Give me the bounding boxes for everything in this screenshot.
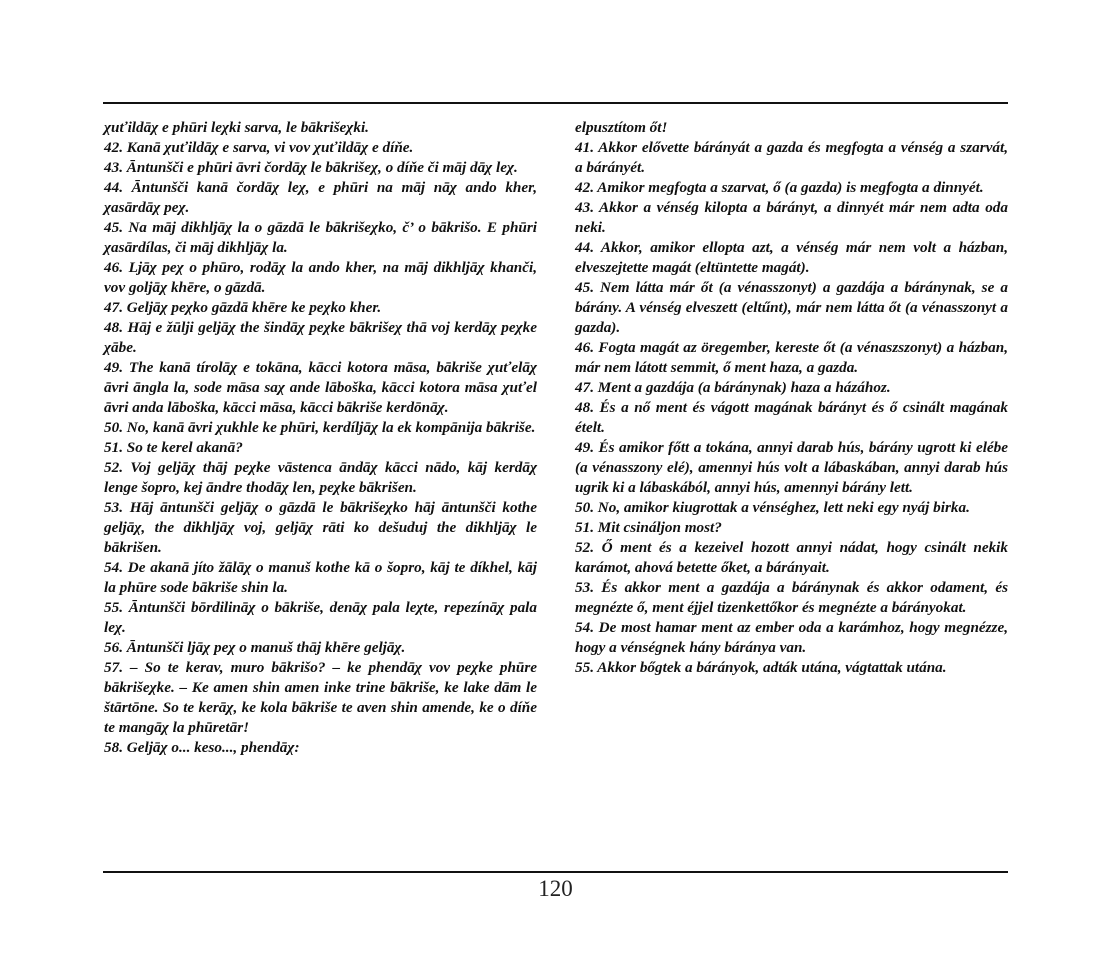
paragraph: 53. És akkor ment a gazdája a báránynak és akkor odament, és megnézte ő, ment éjjel tizenkettőkor és megnézte a bárányokat. (575, 579, 1008, 616)
paragraph: χuťildāχ e phūri leχki sarva, le bākrišeχki. (104, 119, 369, 136)
paragraph: 48. Hāj e žūlji geljāχ the šindāχ peχke bākrišeχ thā voj kerdāχ peχke χābe. (104, 319, 537, 356)
paragraph: 50. No, kanā āvri χukhle ke phūri, kerdíljāχ la ek kompānija bākriše. (104, 419, 536, 436)
paragraph: 51. So te kerel akanā? (104, 439, 243, 456)
paragraph: 45. Nem látta már őt (a vénasszonyt) a gazdája a báránynak, se a bárány. A vénség elveszett (eltűnt), már nem látta őt (a vénasszonyt a gazda). (575, 279, 1008, 336)
paragraph: 44. Āntunšči kanā čordāχ leχ, e phūri na māj nāχ ando kher, χasārdāχ peχ. (104, 179, 537, 216)
paragraph: 45. Na māj dikhljāχ la o gāzdā le bākrišeχko, č’ o bākrišo. E phūri χasārdílas, či māj dikhljāχ la. (104, 219, 537, 256)
romani-text-column (104, 118, 537, 758)
paragraph: 56. Āntunšči ljāχ peχ o manuš thāj khēre geljāχ. (104, 639, 406, 656)
paragraph: 42. Amikor megfogta a szarvat, ő (a gazda) is megfogta a dinnyét. (575, 179, 984, 196)
paragraph: 53. Hāj āntunšči geljāχ o gāzdā le bākrišeχko hāj āntunšči kothe geljāχ, the dikhljāχ voj, geljāχ rāti ko dešuduj the dikhljāχ le bākrišen. (104, 499, 537, 556)
paragraph: elpusztítom őt! (575, 119, 668, 136)
paragraph: 51. Mit csináljon most? (575, 519, 722, 536)
paragraph: 52. Ő ment és a kezeivel hozott annyi nádat, hogy csinált nekik karámot, ahová betette őket, a bárányait. (575, 539, 1008, 576)
paragraph: 57. – So te kerav, muro bākrišo? – ke phendāχ vov peχke phūre bākrišeχke. – Ke amen shin amen inke trine bākriše, ke lake dām le štārtōne. So te kerāχ, ke kola bākriše te aven shin amende, ke o díňe te mangāχ la phūretār! (104, 659, 537, 736)
paragraph: 55. Akkor bőgtek a bárányok, adták utána, vágtattak utána. (575, 659, 947, 676)
paragraph: 50. No, amikor kiugrottak a vénséghez, lett neki egy nyáj birka. (575, 499, 970, 516)
paragraph: 43. Akkor a vénség kilopta a bárányt, a dinnyét már nem adta oda neki. (575, 199, 1008, 236)
paragraph: 48. És a nő ment és vágott magának bárányt és ő csinált magának ételt. (575, 399, 1008, 436)
paragraph: 54. De most hamar ment az ember oda a karámhoz, hogy megnézze, hogy a vénségnek hány báránya van. (575, 619, 1008, 656)
top-rule (103, 102, 1008, 104)
paragraph: 49. The kanā tírolāχ e tokāna, kācci kotora māsa, bākriše χuťelāχ āvri āngla la, sode māsa saχ ande lāboška, kācci kotora māsa χuťel āvri anda lāboška, kācci māsa, kācci bākriše kerdōnāχ. (104, 359, 537, 416)
paragraph: 54. De akanā jíto žālāχ o manuš kothe kā o šopro, kāj te díkhel, kāj la phūre sode bākriše shin la. (104, 559, 537, 596)
paragraph: 58. Geljāχ o... keso..., phendāχ: (104, 739, 300, 756)
hungarian-translation-column (575, 118, 1008, 678)
paragraph: 46. Fogta magát az öregember, kereste őt (a vénaszszonyt) a házban, már nem látott semmit, ő ment haza, a gazda. (575, 339, 1008, 376)
paragraph: 47. Ment a gazdája (a báránynak) haza a házához. (575, 379, 891, 396)
paragraph: 52. Voj geljāχ thāj peχke vāstenca āndāχ kācci nādo, kāj kerdāχ lenge šopro, kej āndre thodāχ len, peχke bākrišen. (104, 459, 537, 496)
paragraph: 43. Āntunšči e phūri āvri čordāχ le bākrišeχ, o díňe či māj dāχ leχ. (104, 159, 518, 176)
paragraph: 42. Kanā χuťildāχ e sarva, vi vov χuťildāχ e díňe. (104, 139, 414, 156)
paragraph: 55. Āntunšči bōrdilināχ o bākriše, denāχ pala leχte, repezínāχ pala leχ. (104, 599, 537, 636)
paragraph: 47. Geljāχ peχko gāzdā khēre ke peχko kher. (104, 299, 382, 316)
paragraph: 44. Akkor, amikor ellopta azt, a vénség már nem volt a házban, elveszejtette magát (eltüntette magát). (575, 239, 1008, 276)
bottom-rule (103, 871, 1008, 873)
paragraph: 49. És amikor főtt a tokána, annyi darab hús, bárány ugrott ki elébe (a vénasszony elé), amennyi hús volt a lábaskában, annyi darab hús ugrik ki a lábaskából, annyi hús, amennyi bárány lett. (575, 439, 1008, 496)
page-number: 120 (538, 876, 573, 901)
paragraph: 46. Ljāχ peχ o phūro, rodāχ la ando kher, na māj dikhljāχ khanči, vov goljāχ khēre, o gāzdā. (104, 259, 537, 296)
paragraph: 41. Akkor elővette bárányát a gazda és megfogta a vénség a szarvát, a bárányét. (575, 139, 1008, 176)
